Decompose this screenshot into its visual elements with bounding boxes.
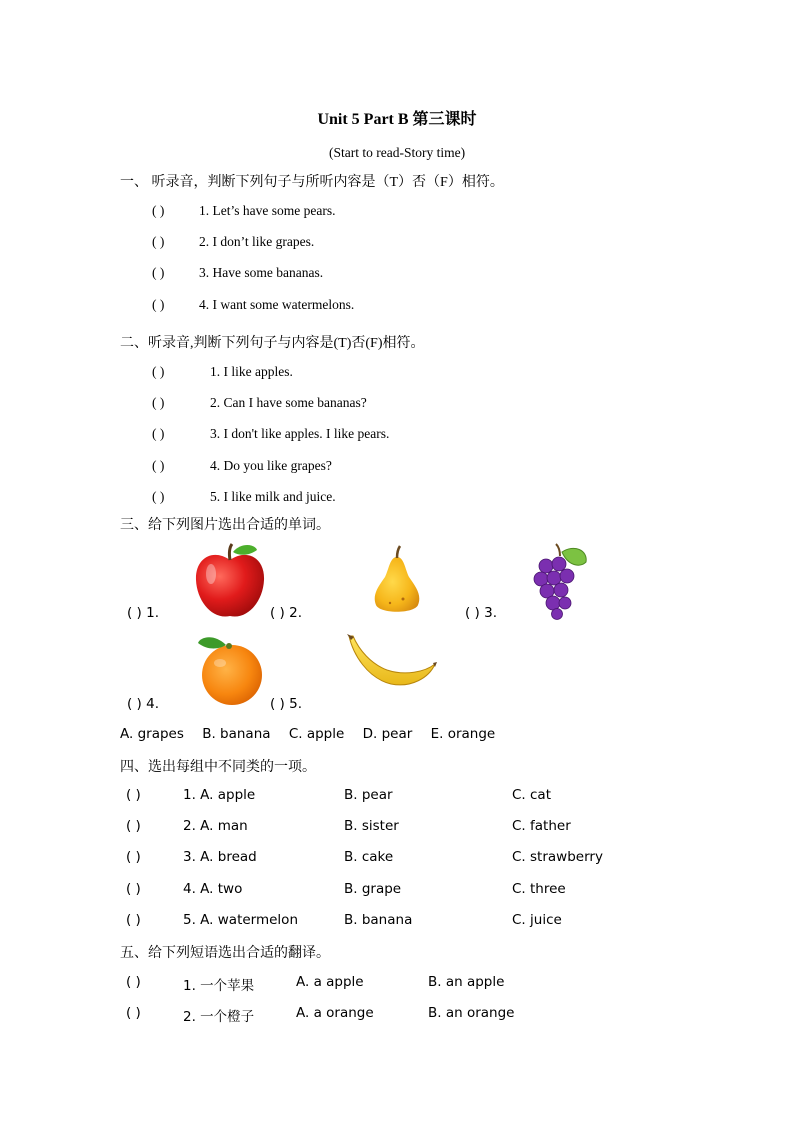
question-text: 1. 一个苹果 bbox=[183, 978, 255, 994]
answer-blank[interactable]: ( ) bbox=[152, 426, 165, 441]
picture-item-4 bbox=[127, 696, 159, 712]
question-row bbox=[120, 787, 720, 807]
choice-option: D. pear bbox=[362, 726, 413, 742]
option-c: C. strawberry bbox=[512, 849, 603, 865]
answer-blank[interactable]: ( ) bbox=[126, 849, 141, 865]
answer-blank[interactable]: ( ) bbox=[126, 1005, 141, 1021]
option-a: 3. A. bread bbox=[183, 849, 257, 865]
choice-option: C. apple bbox=[288, 726, 345, 742]
option-c: C. cat bbox=[512, 787, 551, 803]
page-subtitle: (Start to read-Story time) bbox=[329, 145, 466, 160]
option-b: B. an orange bbox=[428, 1005, 515, 1021]
item-text: 1. I like apples. bbox=[210, 364, 293, 379]
item-text: 4. Do you like grapes? bbox=[210, 458, 332, 473]
question-row bbox=[120, 881, 720, 901]
item-text: 2. Can I have some bananas? bbox=[210, 395, 367, 410]
picture-item-2 bbox=[270, 605, 302, 621]
answer-blank[interactable]: ( ) bbox=[152, 489, 165, 504]
option-a: A. a orange bbox=[296, 1005, 374, 1021]
question-row bbox=[120, 974, 720, 994]
option-c: C. three bbox=[512, 881, 566, 897]
picture-item-3 bbox=[465, 605, 497, 621]
option-a: 1. A. apple bbox=[183, 787, 256, 803]
question-row bbox=[120, 1005, 720, 1025]
answer-blank[interactable]: ( ) bbox=[465, 605, 480, 621]
question-row bbox=[120, 912, 720, 932]
section-2-heading: 二、听录音,判断下列句子与内容是(T)否(F)相符。 bbox=[120, 336, 425, 351]
option-b: B. cake bbox=[344, 849, 394, 865]
answer-blank[interactable]: ( ) bbox=[127, 696, 142, 712]
option-a: A. a apple bbox=[296, 974, 364, 990]
picture-number: 2. bbox=[289, 605, 303, 621]
answer-blank[interactable]: ( ) bbox=[152, 458, 165, 473]
item-text: 4. I want some watermelons. bbox=[199, 297, 355, 312]
item-text: 3. I don't like apples. I like pears. bbox=[210, 426, 390, 441]
section-1-heading: 一、 听录音，判断下列句子与所听内容是（T）否（F）相符。 bbox=[120, 175, 504, 190]
answer-blank[interactable]: ( ) bbox=[270, 696, 285, 712]
item-text: 1. Let’s have some pears. bbox=[199, 203, 336, 218]
list-item bbox=[152, 364, 293, 380]
list-item bbox=[152, 426, 389, 442]
option-b: B. sister bbox=[344, 818, 399, 834]
picture-number: 4. bbox=[146, 696, 160, 712]
picture-number: 3. bbox=[484, 605, 498, 621]
banana-icon bbox=[345, 634, 437, 690]
grapes-icon bbox=[532, 542, 590, 620]
question-row bbox=[120, 849, 720, 869]
answer-blank[interactable]: ( ) bbox=[126, 881, 141, 897]
answer-blank[interactable]: ( ) bbox=[152, 265, 165, 280]
answer-blank[interactable]: ( ) bbox=[126, 818, 141, 834]
list-item bbox=[152, 203, 335, 219]
item-text: 3. Have some bananas. bbox=[199, 265, 324, 280]
option-b: B. grape bbox=[344, 881, 402, 897]
answer-blank[interactable]: ( ) bbox=[126, 974, 141, 990]
page-title: Unit 5 Part B 第三课时 bbox=[317, 111, 477, 128]
answer-blank[interactable]: ( ) bbox=[127, 605, 142, 621]
answer-blank[interactable]: ( ) bbox=[270, 605, 285, 621]
orange-icon bbox=[196, 633, 266, 707]
choice-option: E. orange bbox=[430, 726, 496, 742]
choice-option: B. banana bbox=[202, 726, 271, 742]
list-item bbox=[152, 458, 332, 474]
apple-icon bbox=[193, 542, 267, 620]
option-b: B. pear bbox=[344, 787, 393, 803]
section-3-heading: 三、给下列图片选出合适的单词。 bbox=[120, 518, 330, 533]
answer-blank[interactable]: ( ) bbox=[152, 234, 165, 249]
picture-item-5 bbox=[270, 696, 302, 712]
picture-number: 5. bbox=[289, 696, 303, 712]
answer-blank[interactable]: ( ) bbox=[126, 787, 141, 803]
list-item bbox=[152, 395, 367, 411]
section-4-heading: 四、选出每组中不同类的一项。 bbox=[120, 760, 316, 775]
list-item bbox=[152, 297, 354, 313]
question-row bbox=[120, 818, 720, 838]
option-a: 2. A. man bbox=[183, 818, 248, 834]
item-text: 2. I don’t like grapes. bbox=[199, 234, 315, 249]
list-item bbox=[152, 489, 336, 505]
question-text: 2. 一个橙子 bbox=[183, 1009, 255, 1025]
option-a: 5. A. watermelon bbox=[183, 912, 299, 928]
option-a: 4. A. two bbox=[183, 881, 243, 897]
picture-item-1 bbox=[127, 605, 159, 621]
item-text: 5. I like milk and juice. bbox=[210, 489, 336, 504]
list-item bbox=[152, 265, 323, 281]
option-c: C. father bbox=[512, 818, 571, 834]
list-item bbox=[152, 234, 314, 250]
option-c: C. juice bbox=[512, 912, 562, 928]
answer-blank[interactable]: ( ) bbox=[126, 912, 141, 928]
answer-blank[interactable]: ( ) bbox=[152, 395, 165, 410]
answer-blank[interactable]: ( ) bbox=[152, 297, 165, 312]
word-choices bbox=[120, 726, 509, 742]
option-b: B. banana bbox=[344, 912, 413, 928]
picture-number: 1. bbox=[146, 605, 160, 621]
option-b: B. an apple bbox=[428, 974, 505, 990]
answer-blank[interactable]: ( ) bbox=[152, 364, 165, 379]
pear-icon bbox=[370, 545, 424, 615]
answer-blank[interactable]: ( ) bbox=[152, 203, 165, 218]
section-5-heading: 五、给下列短语选出合适的翻译。 bbox=[120, 946, 330, 961]
choice-option: A. grapes bbox=[120, 726, 184, 742]
